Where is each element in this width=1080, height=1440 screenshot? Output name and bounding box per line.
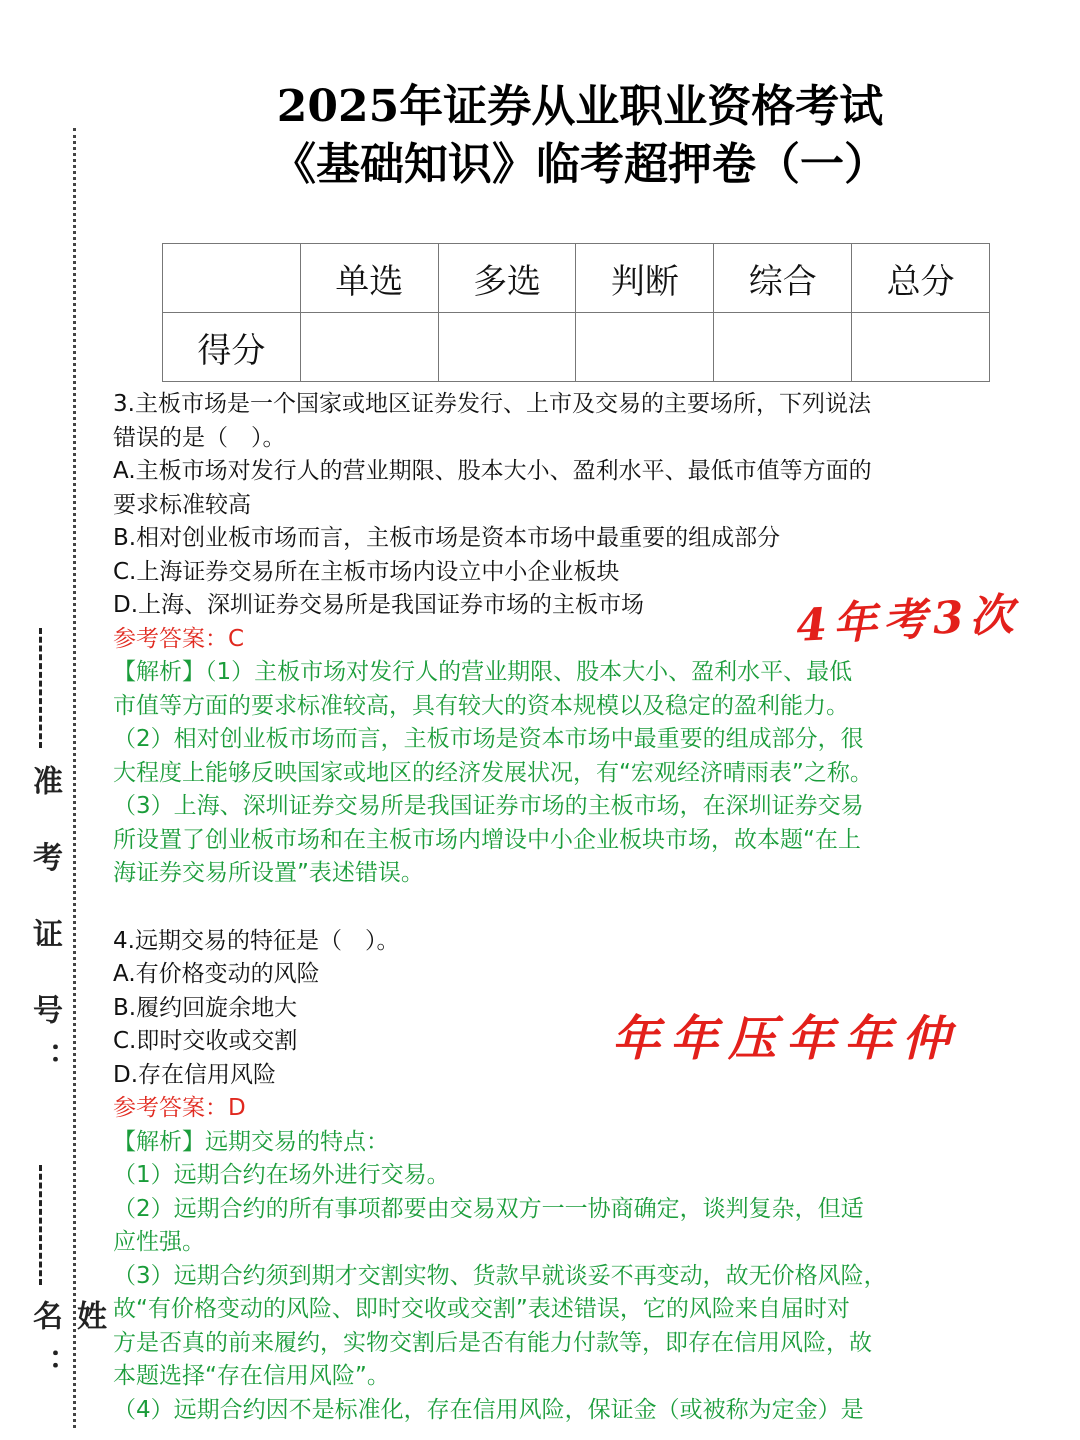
handwritten-note-yearly: 年年压年年仲 (612, 1011, 961, 1067)
score-cell-judgement (576, 313, 714, 382)
question-spacer (113, 891, 1043, 925)
score-header-comprehensive: 综合 (714, 244, 852, 313)
question-content (113, 388, 1043, 1427)
score-row-label: 得分 (163, 313, 301, 382)
score-table (162, 243, 990, 382)
score-table-score-row (163, 313, 990, 382)
handwritten-note-frequency: 4年考3次 (795, 589, 1021, 652)
question-3-stem-line-2: 错误的是（ ）。 (113, 424, 286, 451)
question-3-explanation-line: 海证券交易所设置”表述错误。 (113, 860, 424, 886)
question-3-stem-line-1: 3.主板市场是一个国家或地区证券发行、上市及交易的主要场所，下列说法 (113, 391, 871, 417)
question-3-option-b: B.相对创业板市场而言，主板市场是资本市场中最重要的组成部分 (113, 525, 781, 551)
question-4-explanation-line: （2）远期合约的所有事项都要由交易双方一一协商确定，谈判复杂，但适 (113, 1195, 864, 1222)
page-title-line1: 2025年证券从业职业资格考试 (276, 81, 884, 132)
score-header-total: 总分 (852, 244, 990, 313)
score-table-header-row (163, 244, 990, 313)
question-3-explanation-line: 所设置了创业板市场和在主板市场内增设中小企业板块市场，故本题“在上 (113, 826, 861, 853)
score-cell-multi-choice (438, 313, 576, 382)
question-4-option-a: A.有价格变动的风险 (113, 961, 320, 987)
exam-id-blank-line (39, 628, 42, 748)
question-3-explanation-line: （2）相对创业板市场而言，主板市场是资本市场中最重要的组成部分，很 (113, 726, 864, 752)
question-4-option-c: C.即时交收或交割 (113, 1028, 298, 1054)
question-4-explanation-line: （3）远期合约须到期才交割实物、货款早就谈妥不再变动，故无价格风险， (113, 1262, 887, 1289)
question-4-explanation-line: （1）远期合约在场外进行交易。 (113, 1162, 450, 1188)
question-3-explanation-line: 【解析】（1）主板市场对发行人的营业期限、股本大小、盈利水平、最低 (113, 659, 853, 685)
question-4-explanation-line: （4）远期合约因不是标准化，存在信用风险，保证金（或被称为定金）是 (113, 1396, 864, 1423)
question-4-stem: 4.远期交易的特征是（ ）。 (113, 927, 400, 954)
question-4-option-b: B.履约回旋余地大 (113, 994, 298, 1021)
score-header-single-choice: 单选 (300, 244, 438, 313)
exam-id-label: 准 考 证 号： (27, 765, 62, 1091)
question-4-explanation-line: 应性强。 (113, 1229, 205, 1255)
score-cell-total (852, 313, 990, 382)
question-3-option-c: C.上海证券交易所在主板市场内设立中小企业板块 (113, 558, 620, 585)
binding-dotted-line (73, 128, 76, 1428)
question-4-explanation-line: 【解析】远期交易的特点： (113, 1128, 389, 1155)
score-header-empty (163, 244, 301, 313)
question-3-explanation-line: 市值等方面的要求标准较高，具有较大的资本规模以及稳定的盈利能力。 (113, 692, 849, 719)
question-3-option-d: D.上海、深圳证券交易所是我国证券市场的主板市场 (113, 592, 645, 618)
question-4-explanation-line: 方是否真的前来履约，实物交割后是否有能力付款等，即存在信用风险，故 (113, 1329, 872, 1356)
question-3-answer: 参考答案：C (113, 625, 245, 652)
name-label: 姓 名： (27, 1300, 106, 1396)
score-header-judgement: 判断 (576, 244, 714, 313)
question-3-option-a-cont: 要求标准较高 (113, 491, 251, 518)
question-3-option-a: A.主板市场对发行人的营业期限、股本大小、盈利水平、最低市值等方面的 (113, 458, 872, 484)
page-title-line2: 《基础知识》临考超押卷（一） (272, 139, 888, 190)
question-4-explanation-line: 故“有价格变动的风险、即时交收或交割”表述错误，它的风险来自届时对 (113, 1296, 850, 1322)
score-cell-comprehensive (714, 313, 852, 382)
question-4-option-d: D.存在信用风险 (113, 1061, 277, 1088)
question-3-explanation-line: （3）上海、深圳证券交易所是我国证券市场的主板市场，在深圳证券交易 (113, 793, 864, 819)
question-3-explanation-line: 大程度上能够反映国家或地区的经济发展状况，有“宏观经济晴雨表”之称。 (113, 759, 873, 786)
name-blank-line (39, 1165, 42, 1285)
score-header-multi-choice: 多选 (438, 244, 576, 313)
score-cell-single-choice (300, 313, 438, 382)
question-4-explanation-line: 本题选择“存在信用风险”。 (113, 1363, 390, 1389)
question-4-answer: 参考答案：D (113, 1095, 246, 1121)
